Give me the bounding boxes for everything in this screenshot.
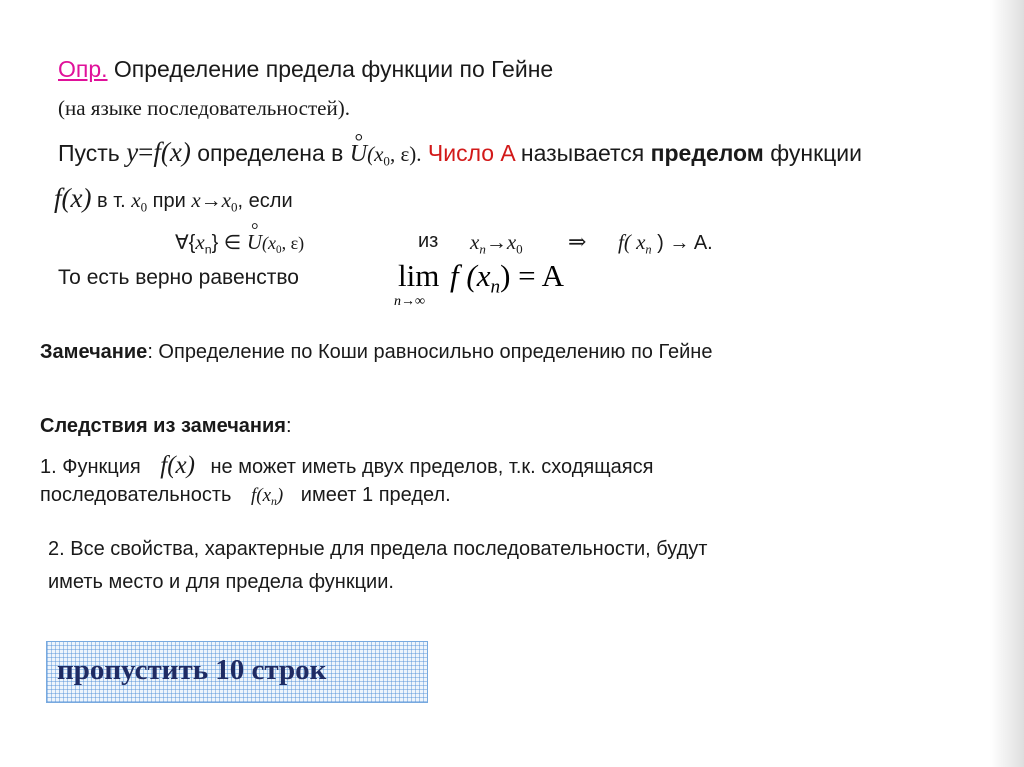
neighborhood-args-open: (x [367, 142, 384, 166]
consequence-1-fx: f(x) [160, 452, 195, 479]
statement-is-called: называется [514, 140, 651, 166]
limit-expr-close: ) = A [500, 258, 565, 293]
definition-title-line [58, 56, 553, 83]
consequence-1-fxn-close: ) [276, 485, 284, 506]
condition-u-rest: , ε) [281, 233, 305, 253]
definition-title: Определение предела функции по Гейне [107, 56, 554, 82]
remark-line [40, 341, 712, 364]
condition-seq-n: n [479, 241, 486, 257]
limit-subscript: n→∞ [394, 294, 425, 309]
limit-expr-f: f [450, 258, 459, 293]
consequence-1-line-1 [40, 452, 653, 480]
skip-lines-box [46, 641, 428, 703]
condition-from: из [418, 230, 439, 252]
condition-seq-x: x [470, 230, 480, 254]
consequence-2-line-1: 2. Все свойства, характерные для предела последовательности, будут [48, 538, 708, 560]
remark-text: : Определение по Коши равносильно определению по Гейне [147, 341, 713, 363]
condition-close-in: } ∈ [211, 232, 247, 254]
statement-number-a: Число A [421, 140, 515, 166]
consequence-1-c: последовательность [40, 484, 237, 506]
condition-f-xn [618, 230, 713, 255]
consequence-1-a: 1. Функция [40, 456, 147, 478]
condition-forall-open: ∀{ [175, 232, 196, 254]
consequence-1-fxn-open: f(x [250, 485, 272, 506]
neighborhood-rest: , ε). [389, 142, 422, 166]
statement2-arrow [191, 188, 238, 215]
statement2-x0-sub: 0 [140, 199, 148, 215]
statement-line [58, 137, 862, 168]
neighborhood-u: ° U [350, 141, 367, 168]
consequence-1-d: имеет 1 предел. [295, 484, 451, 506]
condition-xn-x: x [195, 230, 205, 254]
statement2-when: при [147, 190, 192, 212]
definition-label: Опр. [58, 56, 108, 82]
limit-expr-open: (x [458, 258, 491, 293]
statement-let: Пусть [58, 140, 127, 166]
slide-shadow-edge [990, 0, 1024, 767]
consequences-heading [40, 415, 292, 438]
statement2-line [54, 183, 293, 214]
remark-label: Замечание [40, 341, 148, 363]
condition-implies: ⇒ [568, 229, 587, 254]
skip-lines-text: пропустить 10 строк [57, 654, 327, 686]
limit-lim: lim [398, 258, 440, 293]
condition-u-args: (x [262, 233, 276, 253]
statement2-arrow-sub: 0 [231, 199, 238, 215]
statement-limit-word: пределом [650, 140, 764, 166]
condition-u-sub: 0 [275, 243, 282, 256]
statement-eq: = [138, 137, 154, 167]
statement-fx: f(x) [153, 137, 191, 167]
condition-seq-arrow: →x [485, 230, 517, 254]
statement2-arrow-x: x→x [191, 188, 232, 212]
condition-sequence [470, 230, 523, 255]
statement-defined-in: определена в [190, 140, 350, 166]
limit-formula [392, 256, 592, 312]
condition-seq-0: 0 [516, 241, 523, 257]
condition-forall [175, 230, 304, 255]
statement2-x0 [131, 188, 148, 215]
consequence-1-line-2 [40, 484, 451, 507]
consequences-colon: : [285, 415, 292, 437]
statement2-at-point: в т. [91, 190, 132, 212]
condition-u: ° U [247, 230, 262, 255]
limit-expression [450, 258, 565, 298]
statement2-if: , если [237, 190, 293, 212]
consequences-label: Следствия из замечания [40, 415, 286, 437]
condition-xn-sub: n [204, 242, 212, 257]
condition-f-sub: n [645, 242, 652, 257]
consequence-1-fxn-sub: n [271, 495, 277, 509]
statement-of-function: функции [763, 140, 863, 166]
neighborhood-sub: 0 [383, 153, 390, 169]
consequence-1-b: не может иметь двух пределов, т.к. сходящаяся [204, 456, 654, 478]
neighborhood-args [367, 142, 422, 169]
limit-expr-sub: n [490, 276, 501, 298]
condition-f-close: ) → A. [651, 232, 713, 254]
definition-subtitle: (на языке последовательностей). [58, 96, 350, 120]
consequence-1-fxn [250, 485, 284, 509]
statement-y: y [126, 137, 139, 167]
statement2-fx: f(x) [54, 183, 92, 213]
consequence-2-line-2: иметь место и для предела функции. [48, 571, 394, 593]
statement2-x0-x: x [131, 188, 141, 212]
condition-f-open: f( x [618, 230, 646, 254]
equality-text: То есть верно равенство [58, 266, 299, 289]
